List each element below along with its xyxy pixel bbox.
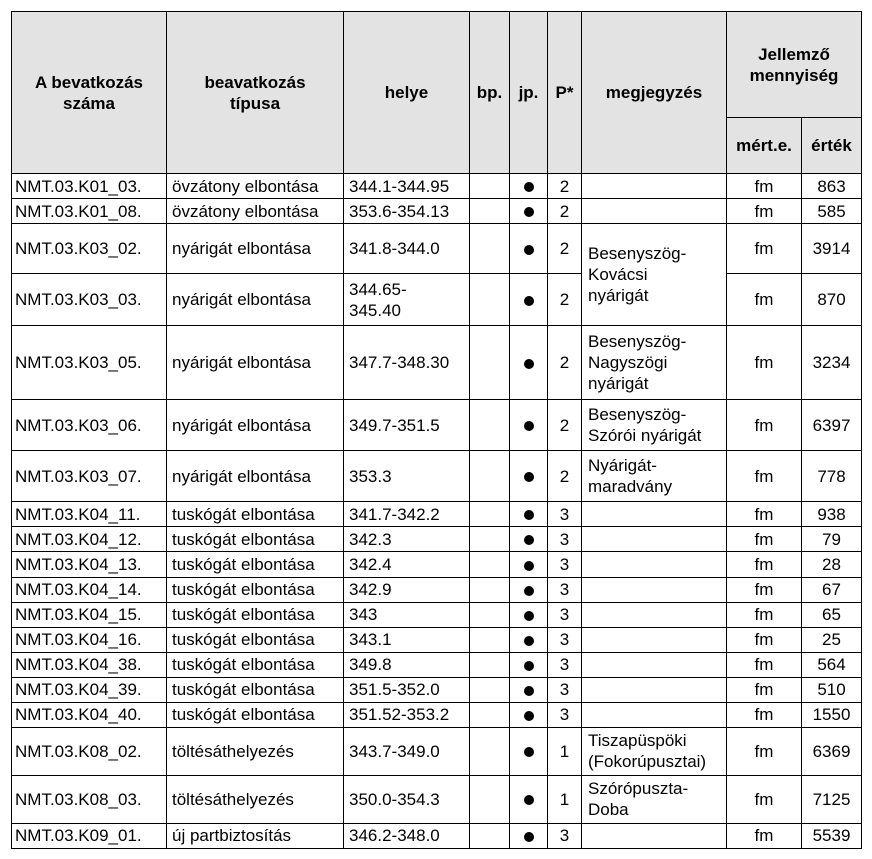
cell-value: 870 (802, 274, 862, 326)
cell-type: tuskógát elbontása (167, 702, 344, 727)
header-location: helye (344, 12, 470, 174)
cell-id: NMT.03.K01_03. (12, 174, 167, 199)
table-row (12, 552, 862, 577)
cell-bp (470, 702, 510, 727)
cell-unit: fm (727, 552, 802, 577)
table-frame (8, 8, 864, 852)
cell-location: 346.2-348.0 (344, 823, 470, 848)
cell-id: NMT.03.K03_06. (12, 400, 167, 451)
cell-unit: fm (727, 502, 802, 527)
cell-value: 778 (802, 451, 862, 502)
bullet-icon (524, 832, 534, 842)
bullet-icon (524, 535, 534, 545)
table-row (12, 652, 862, 677)
cell-location: 344.65- 345.40 (344, 274, 470, 326)
cell-location: 350.0-354.3 (344, 775, 470, 823)
cell-location: 343 (344, 602, 470, 627)
cell-type: övzátony elbontása (167, 174, 344, 199)
cell-type: nyárigát elbontása (167, 326, 344, 400)
bullet-icon (524, 296, 534, 306)
cell-bp (470, 552, 510, 577)
cell-id: NMT.03.K04_13. (12, 552, 167, 577)
table-row (12, 174, 862, 199)
cell-value: 1550 (802, 702, 862, 727)
cell-priority: 2 (548, 199, 582, 224)
cell-id: NMT.03.K08_02. (12, 727, 167, 775)
cell-value: 863 (802, 174, 862, 199)
cell-jp (510, 652, 548, 677)
cell-priority: 3 (548, 602, 582, 627)
cell-bp (470, 577, 510, 602)
cell-priority: 3 (548, 652, 582, 677)
cell-bp (470, 199, 510, 224)
cell-location: 351.52-353.2 (344, 702, 470, 727)
cell-location: 347.7-348.30 (344, 326, 470, 400)
cell-note: Tiszapüspöki (Fokorúpusztai) (582, 727, 727, 775)
cell-priority: 2 (548, 451, 582, 502)
cell-id: NMT.03.K01_08. (12, 199, 167, 224)
table-row (12, 400, 862, 451)
cell-jp (510, 224, 548, 274)
bullet-icon (524, 245, 534, 255)
cell-note (582, 199, 727, 224)
cell-value: 7125 (802, 775, 862, 823)
cell-unit: fm (727, 652, 802, 677)
table-row (12, 274, 862, 326)
header-bp: bp. (470, 12, 510, 174)
bullet-icon (524, 359, 534, 369)
cell-type: töltésáthelyezés (167, 727, 344, 775)
cell-jp (510, 199, 548, 224)
cell-id: NMT.03.K03_07. (12, 451, 167, 502)
cell-id: NMT.03.K04_38. (12, 652, 167, 677)
cell-note (582, 677, 727, 702)
header-quantity: Jellemző mennyiség (727, 12, 862, 118)
cell-id: NMT.03.K04_16. (12, 627, 167, 652)
cell-id: NMT.03.K08_03. (12, 775, 167, 823)
cell-priority: 2 (548, 274, 582, 326)
cell-note: Besenyszög- Szórói nyárigát (582, 400, 727, 451)
cell-note (582, 527, 727, 552)
cell-priority: 3 (548, 627, 582, 652)
cell-bp (470, 502, 510, 527)
cell-priority: 2 (548, 174, 582, 199)
cell-bp (470, 727, 510, 775)
cell-priority: 2 (548, 400, 582, 451)
header-jp: jp. (510, 12, 548, 174)
cell-note (582, 502, 727, 527)
cell-unit: fm (727, 823, 802, 848)
cell-type: tuskógát elbontása (167, 552, 344, 577)
cell-bp (470, 274, 510, 326)
cell-type: nyárigát elbontása (167, 400, 344, 451)
cell-value: 65 (802, 602, 862, 627)
cell-type: tuskógát elbontása (167, 502, 344, 527)
cell-priority: 3 (548, 527, 582, 552)
table-row (12, 451, 862, 502)
cell-location: 343.1 (344, 627, 470, 652)
bullet-icon (524, 661, 534, 671)
cell-value: 564 (802, 652, 862, 677)
cell-bp (470, 451, 510, 502)
cell-type: tuskógát elbontása (167, 602, 344, 627)
bullet-icon (524, 611, 534, 621)
cell-jp (510, 400, 548, 451)
cell-note (582, 552, 727, 577)
cell-type: tuskógát elbontása (167, 627, 344, 652)
cell-unit: fm (727, 702, 802, 727)
cell-unit: fm (727, 224, 802, 274)
cell-bp (470, 677, 510, 702)
cell-type: nyárigát elbontása (167, 451, 344, 502)
cell-location: 341.7-342.2 (344, 502, 470, 527)
table-row (12, 823, 862, 848)
cell-priority: 1 (548, 775, 582, 823)
cell-value: 28 (802, 552, 862, 577)
header-id: A bevatkozás száma (12, 12, 167, 174)
cell-unit: fm (727, 326, 802, 400)
bullet-icon (524, 182, 534, 192)
table-row (12, 727, 862, 775)
bullet-icon (524, 207, 534, 217)
cell-location: 343.7-349.0 (344, 727, 470, 775)
bullet-icon (524, 510, 534, 520)
cell-note (582, 823, 727, 848)
cell-priority: 3 (548, 702, 582, 727)
bullet-icon (524, 561, 534, 571)
cell-jp (510, 502, 548, 527)
cell-jp (510, 451, 548, 502)
cell-value: 585 (802, 199, 862, 224)
cell-id: NMT.03.K04_11. (12, 502, 167, 527)
cell-bp (470, 224, 510, 274)
cell-note: Szórópuszta- Doba (582, 775, 727, 823)
table-row (12, 775, 862, 823)
cell-location: 342.3 (344, 527, 470, 552)
cell-location: 353.6-354.13 (344, 199, 470, 224)
cell-id: NMT.03.K04_12. (12, 527, 167, 552)
bullet-icon (524, 421, 534, 431)
cell-unit: fm (727, 527, 802, 552)
cell-jp (510, 823, 548, 848)
cell-jp (510, 775, 548, 823)
cell-bp (470, 627, 510, 652)
table-row (12, 224, 862, 274)
table-row (12, 627, 862, 652)
cell-value: 67 (802, 577, 862, 602)
cell-jp (510, 274, 548, 326)
cell-bp (470, 652, 510, 677)
cell-priority: 2 (548, 224, 582, 274)
header-type: beavatkozás típusa (167, 12, 344, 174)
table-row (12, 702, 862, 727)
cell-bp (470, 775, 510, 823)
cell-jp (510, 627, 548, 652)
cell-type: tuskógát elbontása (167, 677, 344, 702)
cell-jp (510, 577, 548, 602)
cell-unit: fm (727, 274, 802, 326)
cell-value: 25 (802, 627, 862, 652)
cell-value: 79 (802, 527, 862, 552)
cell-bp (470, 527, 510, 552)
cell-unit: fm (727, 174, 802, 199)
cell-location: 353.3 (344, 451, 470, 502)
header-note: megjegyzés (582, 12, 727, 174)
cell-location: 341.8-344.0 (344, 224, 470, 274)
cell-value: 3914 (802, 224, 862, 274)
cell-note (582, 627, 727, 652)
cell-type: tuskógát elbontása (167, 527, 344, 552)
cell-bp (470, 602, 510, 627)
bullet-icon (524, 472, 534, 482)
cell-unit: fm (727, 727, 802, 775)
cell-note (582, 702, 727, 727)
table-body (12, 174, 862, 849)
cell-unit: fm (727, 677, 802, 702)
cell-jp (510, 727, 548, 775)
cell-id: NMT.03.K04_14. (12, 577, 167, 602)
cell-id: NMT.03.K04_15. (12, 602, 167, 627)
header-unit: mért.e. (727, 118, 802, 174)
header-value: érték (802, 118, 862, 174)
cell-jp (510, 326, 548, 400)
cell-value: 6397 (802, 400, 862, 451)
cell-unit: fm (727, 400, 802, 451)
bullet-icon (524, 686, 534, 696)
bullet-icon (524, 636, 534, 646)
cell-priority: 3 (548, 823, 582, 848)
cell-type: tuskógát elbontása (167, 652, 344, 677)
cell-jp (510, 702, 548, 727)
cell-id: NMT.03.K03_05. (12, 326, 167, 400)
header-priority: P* (548, 12, 582, 174)
cell-unit: fm (727, 602, 802, 627)
cell-note (582, 174, 727, 199)
cell-note (582, 652, 727, 677)
bullet-icon (524, 795, 534, 805)
cell-id: NMT.03.K04_39. (12, 677, 167, 702)
cell-type: nyárigát elbontása (167, 274, 344, 326)
cell-type: tuskógát elbontása (167, 577, 344, 602)
cell-note: Besenyszög- Kovácsi nyárigát (582, 224, 727, 326)
cell-location: 349.7-351.5 (344, 400, 470, 451)
cell-unit: fm (727, 627, 802, 652)
cell-value: 510 (802, 677, 862, 702)
cell-jp (510, 527, 548, 552)
cell-priority: 3 (548, 502, 582, 527)
cell-unit: fm (727, 199, 802, 224)
cell-unit: fm (727, 775, 802, 823)
cell-jp (510, 552, 548, 577)
cell-priority: 3 (548, 577, 582, 602)
cell-jp (510, 602, 548, 627)
cell-bp (470, 823, 510, 848)
measures-table (11, 11, 862, 849)
cell-note (582, 577, 727, 602)
cell-id: NMT.03.K04_40. (12, 702, 167, 727)
table-row (12, 326, 862, 400)
cell-priority: 3 (548, 677, 582, 702)
cell-location: 344.1-344.95 (344, 174, 470, 199)
cell-location: 342.9 (344, 577, 470, 602)
cell-type: töltésáthelyezés (167, 775, 344, 823)
cell-note (582, 602, 727, 627)
cell-location: 349.8 (344, 652, 470, 677)
bullet-icon (524, 711, 534, 721)
cell-jp (510, 677, 548, 702)
table-row (12, 602, 862, 627)
cell-bp (470, 400, 510, 451)
cell-location: 351.5-352.0 (344, 677, 470, 702)
bullet-icon (524, 586, 534, 596)
cell-priority: 2 (548, 326, 582, 400)
bullet-icon (524, 747, 534, 757)
table-row (12, 677, 862, 702)
cell-type: nyárigát elbontása (167, 224, 344, 274)
cell-value: 6369 (802, 727, 862, 775)
cell-note: Nyárigát- maradvány (582, 451, 727, 502)
cell-note: Besenyszög- Nagyszögi nyárigát (582, 326, 727, 400)
cell-priority: 1 (548, 727, 582, 775)
cell-value: 3234 (802, 326, 862, 400)
cell-value: 938 (802, 502, 862, 527)
cell-id: NMT.03.K03_02. (12, 224, 167, 274)
cell-bp (470, 326, 510, 400)
cell-id: NMT.03.K03_03. (12, 274, 167, 326)
cell-value: 5539 (802, 823, 862, 848)
table-row (12, 577, 862, 602)
cell-location: 342.4 (344, 552, 470, 577)
cell-unit: fm (727, 451, 802, 502)
cell-id: NMT.03.K09_01. (12, 823, 167, 848)
table-row (12, 199, 862, 224)
table-row (12, 502, 862, 527)
table-row (12, 527, 862, 552)
cell-type: új partbiztosítás (167, 823, 344, 848)
cell-unit: fm (727, 577, 802, 602)
cell-priority: 3 (548, 552, 582, 577)
cell-type: övzátony elbontása (167, 199, 344, 224)
cell-jp (510, 174, 548, 199)
cell-bp (470, 174, 510, 199)
